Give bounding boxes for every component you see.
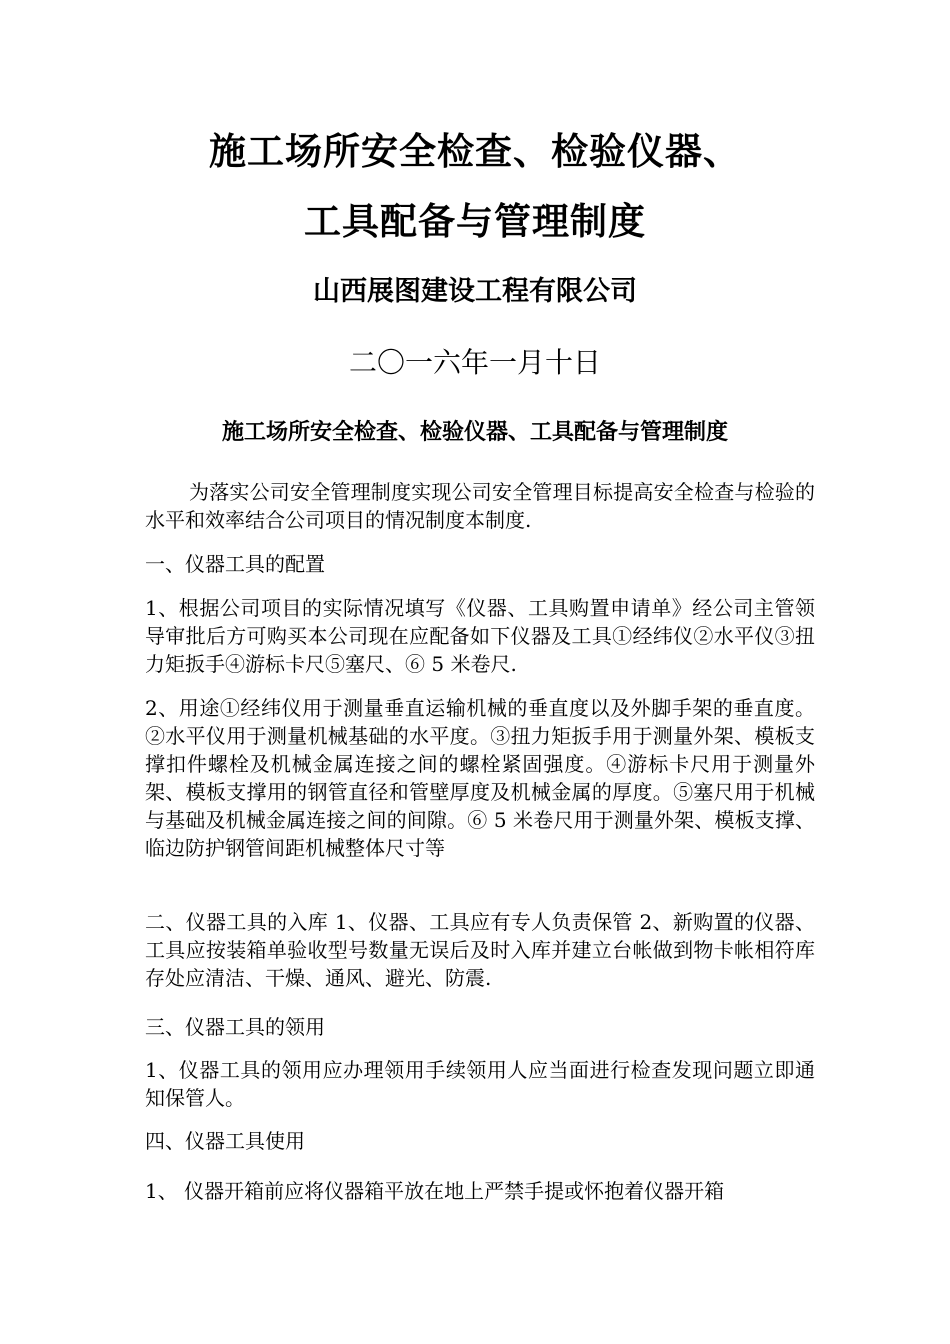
section-3-heading: 三、仪器工具的领用	[145, 1015, 325, 1039]
document-title-line-2: 工具配备与管理制度	[304, 200, 646, 243]
section-3-item-1: 1、仪器工具的领用应办理领用手续领用人应当面进行检查发现问题立即通知保管人。	[145, 1058, 815, 1110]
document-title-line-1: 施工场所安全检查、检验仪器、	[209, 130, 741, 173]
section-4-item-1: 1、 仪器开箱前应将仪器箱平放在地上严禁手提或怀抱着仪器开箱	[145, 1179, 725, 1203]
section-4-heading: 四、仪器工具使用	[145, 1129, 305, 1153]
section-1-item-1: 1、根据公司项目的实际情况填写《仪器、工具购置申请单》经公司主管领导审批后方可购买本公司现在应配备如下仪器及工具①经纬仪②水平仪③扭力矩扳手④游标卡尺⑤塞尺、⑥ 5 米卷尺.	[145, 596, 815, 676]
section-title: 施工场所安全检查、检验仪器、工具配备与管理制度	[221, 420, 728, 445]
section-1-heading: 一、仪器工具的配置	[145, 552, 325, 576]
section-1-item-2: 2、用途①经纬仪用于测量垂直运输机械的垂直度以及外脚手架的垂直度。②水平仪用于测量机械基础的水平度。③扭力矩扳手用于测量外架、模板支撑扣件螺栓及机械金属连接之间的螺栓紧固强度。④游标卡尺用于测量外架、模板支撑用的钢管直径和管壁厚度及机械金属的厚度。⑤塞尺用于机械与基础及机械金属连接之间的间隙。⑥ 5 米卷尺用于测量外架、模板支撑、临边防护钢管间距机械整体尺寸等	[145, 696, 815, 860]
intro-paragraph: 为落实公司安全管理制度实现公司安全管理目标提高安全检查与检验的水平和效率结合公司项目的情况制度本制度.	[145, 480, 815, 532]
document-date: 二〇一六年一月十日	[348, 346, 601, 379]
company-name: 山西展图建设工程有限公司	[313, 276, 637, 307]
section-2-paragraph: 二、仪器工具的入库 1、仪器、工具应有专人负责保管 2、新购置的仪器、工具应按装箱单验收型号数量无误后及时入库并建立台帐做到物卡帐相符库存处应清洁、干燥、通风、避光、防震.	[145, 910, 815, 990]
